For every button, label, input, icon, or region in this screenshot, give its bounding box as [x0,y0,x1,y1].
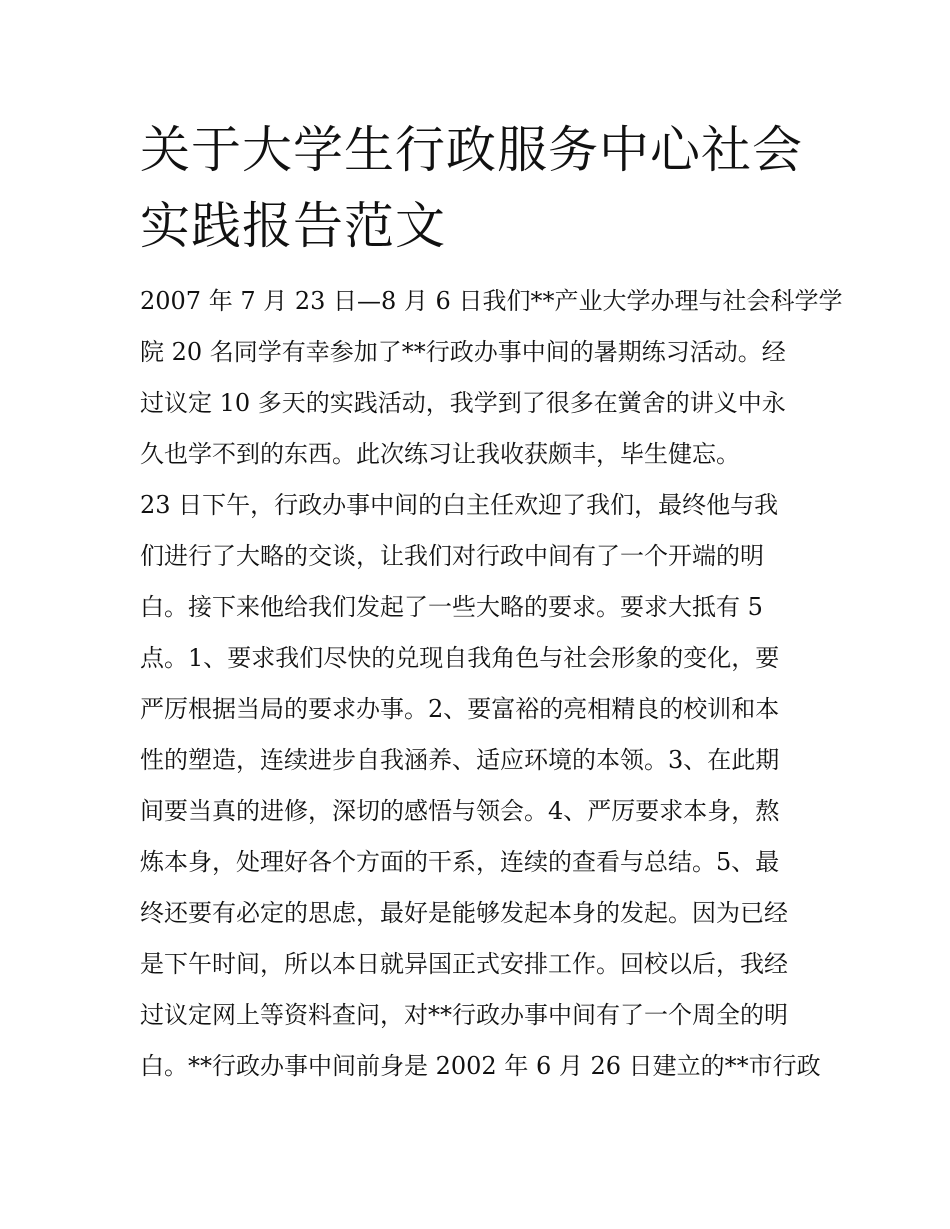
text-line: 2007 年 7 月 23 日—8 月 6 日我们**产业大学办理与社会科学学 [140,287,843,315]
text-line: 院 20 名同学有幸参加了**行政办事中间的暑期练习活动。经 [140,338,786,366]
text-line: 间要当真的进修，深切的感悟与领会。4、严厉要求本身，熬 [140,797,780,825]
body-text [140,276,843,1092]
text-line: 严厉根据当局的要求办事。2、要富裕的亮相精良的校训和本 [140,695,780,723]
page-title [140,112,820,264]
text-line: 久也学不到的东西。此次练习让我收获颇丰，毕生健忘。 [140,440,740,468]
text-line: 过议定 10 多天的实践活动，我学到了很多在黉舍的讲义中永 [140,389,786,417]
text-line: 性的塑造，连续进步自我涵养、适应环境的本领。3、在此期 [140,746,780,774]
title-line: 关于大学生行政服务中心社会 [140,121,803,179]
text-line: 点。1、要求我们尽快的兑现自我角色与社会形象的变化，要 [140,644,780,672]
text-line: 是下午时间，所以本日就异国正式安排工作。回校以后，我经 [140,950,788,978]
text-line: 白。接下来他给我们发起了一些大略的要求。要求大抵有 5 [140,593,763,621]
title-line: 实践报告范文 [140,197,446,255]
text-line: 炼本身，处理好各个方面的干系，连续的查看与总结。5、最 [140,848,780,876]
text-line: 白。**行政办事中间前身是 2002 年 6 月 26 日建立的**市行政 [140,1052,821,1080]
text-line: 们进行了大略的交谈，让我们对行政中间有了一个开端的明 [140,542,764,570]
text-line: 过议定网上等资料查问，对**行政办事中间有了一个周全的明 [140,1001,788,1029]
text-line: 终还要有必定的思虑，最好是能够发起本身的发起。因为已经 [140,899,788,927]
text-line: 23 日下午，行政办事中间的白主任欢迎了我们，最终他与我 [140,491,779,519]
